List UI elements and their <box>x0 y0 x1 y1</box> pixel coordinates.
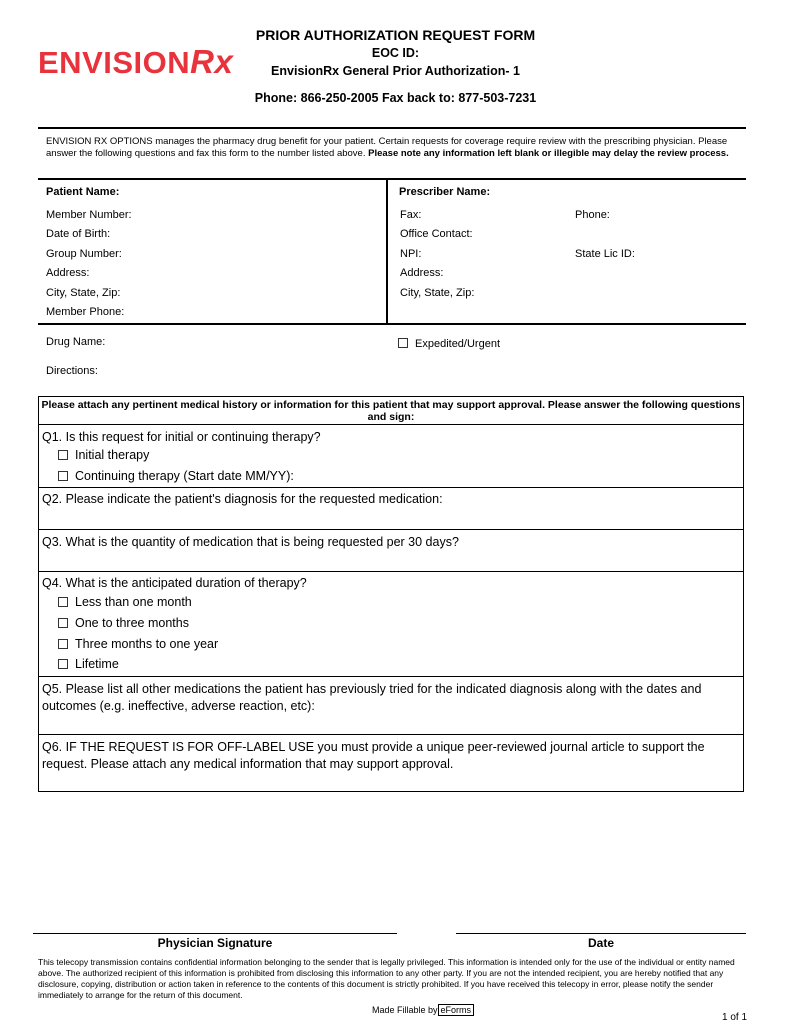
group-number-label[interactable]: Group Number: <box>46 248 122 260</box>
page-number: 1 of 1 <box>722 1012 748 1023</box>
logo-rx: Rx <box>190 43 234 80</box>
notice-text <box>46 136 746 160</box>
patient-address-label[interactable]: Address: <box>46 267 90 279</box>
q4-text: Q4. What is the anticipated duration of therapy? <box>42 576 307 590</box>
prescriber-address-label[interactable]: Address: <box>400 267 444 279</box>
made-fillable-label: Made Fillable by <box>372 1005 438 1015</box>
prescriber-name-label[interactable]: Prescriber Name: <box>399 186 491 198</box>
q4-option-three-year[interactable] <box>58 637 218 651</box>
divider-top <box>38 127 746 129</box>
dob-label[interactable]: Date of Birth: <box>46 228 111 240</box>
logo-text: ENVISION <box>38 45 191 80</box>
phone-fax-line: Phone: 866-250-2005 Fax back to: 877-503-7231 <box>254 91 537 105</box>
checkbox[interactable] <box>58 639 68 649</box>
expedited-label: Expedited/Urgent <box>415 338 500 350</box>
checkbox[interactable] <box>58 659 68 669</box>
option-label: Less than one month <box>75 595 192 609</box>
expedited-checkbox-box[interactable] <box>398 338 408 348</box>
npi-label[interactable]: NPI: <box>400 248 422 260</box>
eoc-id-label: EOC ID: <box>371 46 420 60</box>
q-separator <box>39 676 743 677</box>
patient-name-label[interactable]: Patient Name: <box>46 186 120 198</box>
option-label: One to three months <box>75 616 189 630</box>
signature-line[interactable] <box>33 933 397 934</box>
option-label: Continuing therapy (Start date MM/YY): <box>75 469 294 483</box>
q-separator <box>39 487 743 488</box>
date-label: Date <box>587 936 614 950</box>
disclaimer-text: This telecopy transmission contains confidential information belonging to the sender that is legally privileged. This information is intended only for the use of the individual or entity named above. The authorized recipient of this information is prohibited from disclosing this information to any other party. If you are not the intended recipient, you are hereby notified that any disclosure, copying, distribution or action taken in reference to the contents of this document is strictly prohibited. If you have received this telecopy in error, please notify the sender immediately to arrange for the return of this document. <box>38 957 735 1000</box>
member-phone-label[interactable]: Member Phone: <box>46 306 125 318</box>
divider-patient-top <box>38 178 746 180</box>
expedited-checkbox[interactable] <box>398 338 500 350</box>
divider-patient-bottom <box>38 323 746 325</box>
notice-bold: Please note any information left blank or illegible may delay the review process. <box>368 148 729 159</box>
q3-text[interactable]: Q3. What is the quantity of medication that is being requested per 30 days? <box>42 535 459 549</box>
checkbox[interactable] <box>58 471 68 481</box>
q1-option-continuing[interactable] <box>58 469 294 483</box>
option-label: Lifetime <box>75 657 119 671</box>
drug-name-label[interactable]: Drug Name: <box>46 336 106 348</box>
made-fillable <box>372 1005 474 1015</box>
state-lic-label[interactable]: State Lic ID: <box>575 248 635 260</box>
checkbox[interactable] <box>58 618 68 628</box>
q1-option-initial[interactable] <box>58 448 149 462</box>
q4-option-lifetime[interactable] <box>58 657 119 671</box>
prescriber-phone-label[interactable]: Phone: <box>575 209 610 221</box>
member-number-label[interactable]: Member Number: <box>46 209 132 221</box>
prescriber-city-label[interactable]: City, State, Zip: <box>400 287 475 299</box>
prescriber-fax-label[interactable]: Fax: <box>400 209 422 221</box>
patient-city-label[interactable]: City, State, Zip: <box>46 287 121 299</box>
checkbox[interactable] <box>58 450 68 460</box>
form-title: PRIOR AUTHORIZATION REQUEST FORM <box>255 27 536 43</box>
date-line[interactable] <box>456 933 746 934</box>
notice-body: ENVISION RX OPTIONS manages the pharmacy drug benefit for your patient. Certain requests for coverage require review with the prescribing physician. Please answer the following questions and fax this form to the number listed above. <box>46 136 728 159</box>
q1-text: Q1. Is this request for initial or continuing therapy? <box>42 430 321 444</box>
physician-signature-label: Physician Signature <box>157 936 273 950</box>
option-label: Initial therapy <box>75 448 150 462</box>
divider-vertical <box>386 178 388 324</box>
option-label: Three months to one year <box>75 637 219 651</box>
q5-text[interactable]: Q5. Please list all other medications the patient has previously tried for the indicated diagnosis along with the dates and outcomes (e.g. ineffective, adverse reaction, etc): <box>42 682 702 713</box>
form-name: EnvisionRx General Prior Authorization- 1 <box>271 64 520 78</box>
q6-text[interactable]: Q6. IF THE REQUEST IS FOR OFF-LABEL USE you must provide a unique peer-reviewed journal article to support the request. Please attach any medical information that may support approval. <box>42 740 705 771</box>
directions-label[interactable]: Directions: <box>46 365 98 377</box>
q2-text[interactable]: Q2. Please indicate the patient's diagnosis for the requested medication: <box>42 492 443 506</box>
eforms-link[interactable]: eForms <box>438 1004 475 1016</box>
q-separator <box>39 571 743 572</box>
q-separator <box>39 529 743 530</box>
office-contact-label[interactable]: Office Contact: <box>400 228 473 240</box>
q-separator <box>39 734 743 735</box>
checkbox[interactable] <box>58 597 68 607</box>
questions-box <box>38 396 744 792</box>
q4-option-one-three[interactable] <box>58 616 189 630</box>
questions-header: Please attach any pertinent medical history or information for this patient that may support approval. Please answer the following questions and sign: <box>39 397 743 425</box>
q4-option-less-month[interactable] <box>58 595 192 609</box>
